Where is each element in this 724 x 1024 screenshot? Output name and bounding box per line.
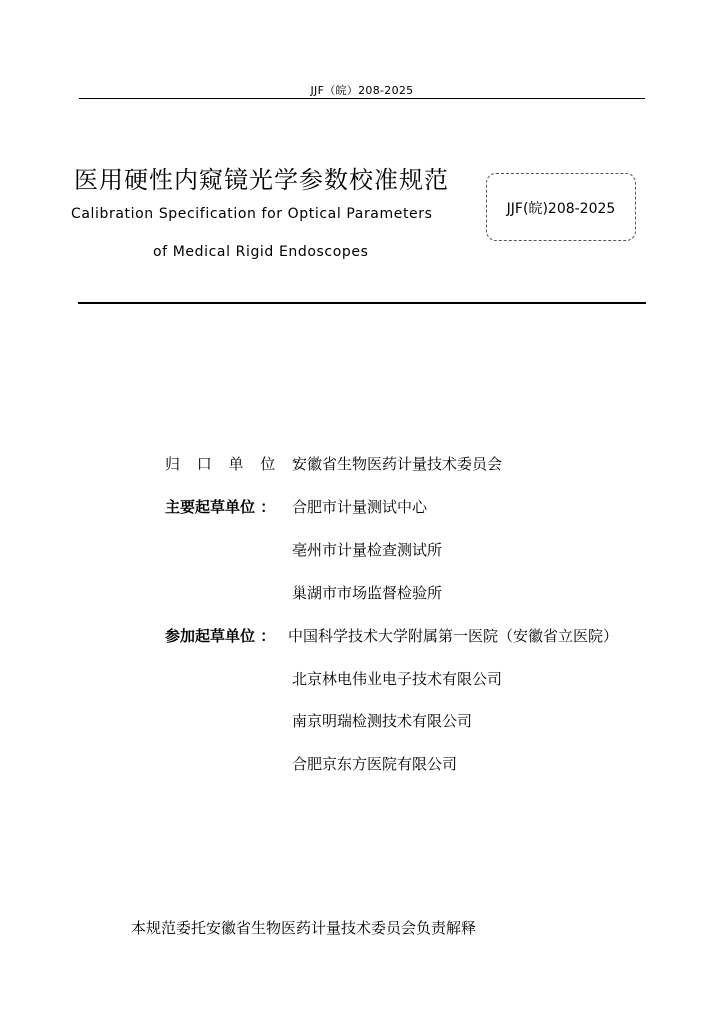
document-title-chinese: 医用硬性内窥镜光学参数校准规范	[74, 166, 449, 194]
participating-drafter-item: 南京明瑞检测技术有限公司	[292, 712, 473, 730]
document-title-english-line2: of Medical Rigid Endoscopes	[153, 244, 369, 260]
interpretation-note: 本规范委托安徽省生物医药计量技术委员会负责解释	[131, 919, 477, 937]
main-drafter-item: 亳州市计量检查测试所	[292, 541, 443, 559]
header-divider	[79, 98, 645, 99]
main-drafters-label: 主要起草单位 ：	[165, 498, 276, 516]
main-drafter-item: 巢湖市市场监督检验所	[292, 584, 443, 602]
header-standard-code: JJF（皖）208-2025	[310, 84, 414, 97]
participating-drafters-label: 参加起草单位 ：	[165, 627, 276, 645]
participating-drafter-item: 合肥京东方医院有限公司	[292, 755, 458, 773]
main-drafter-item: 合肥市计量测试中心	[292, 498, 428, 516]
standard-code-box	[486, 173, 636, 241]
document-title-english-line1: Calibration Specification for Optical Parameters	[71, 206, 433, 222]
participating-drafter-item: 北京林电伟业电子技术有限公司	[292, 670, 503, 688]
standard-code-box-text: JJF(皖)208-2025	[506, 201, 616, 217]
responsible-unit-label: 归 口 单 位 ：	[165, 455, 314, 473]
participating-drafter-item: 中国科学技术大学附属第一医院（安徽省立医院）	[288, 627, 619, 645]
title-divider	[78, 302, 646, 304]
responsible-unit-value: 安徽省生物医药计量技术委员会	[292, 455, 503, 473]
